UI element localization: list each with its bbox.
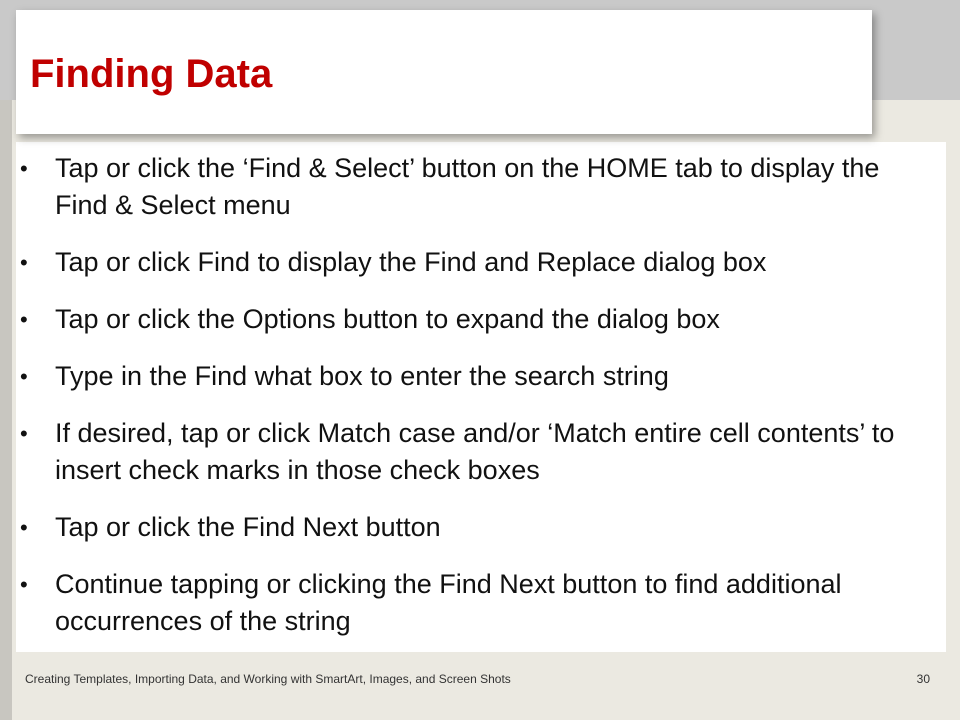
bullet-item: • Type in the Find what box to enter the search string <box>20 358 920 395</box>
page-number: 30 <box>916 672 930 686</box>
bullet-list <box>20 150 920 660</box>
bullet-item: • Tap or click the Find Next button <box>20 509 920 546</box>
bullet-item: • Tap or click Find to display the Find and Replace dialog box <box>20 244 920 281</box>
slide-title: Finding Data <box>30 52 273 96</box>
bullet-item: • Tap or click the ‘Find & Select’ button on the HOME tab to display the Find & Select menu <box>20 150 920 224</box>
bullet-item: • Continue tapping or clicking the Find Next button to find additional occurrences of the string <box>20 566 920 640</box>
bullet-item: • If desired, tap or click Match case and/or ‘Match entire cell contents’ to insert check marks in those check boxes <box>20 415 920 489</box>
slide-footer: Creating Templates, Importing Data, and Working with SmartArt, Images, and Screen Shots <box>25 672 511 686</box>
bullet-item: • Tap or click the Options button to expand the dialog box <box>20 301 920 338</box>
title-box <box>16 10 872 134</box>
